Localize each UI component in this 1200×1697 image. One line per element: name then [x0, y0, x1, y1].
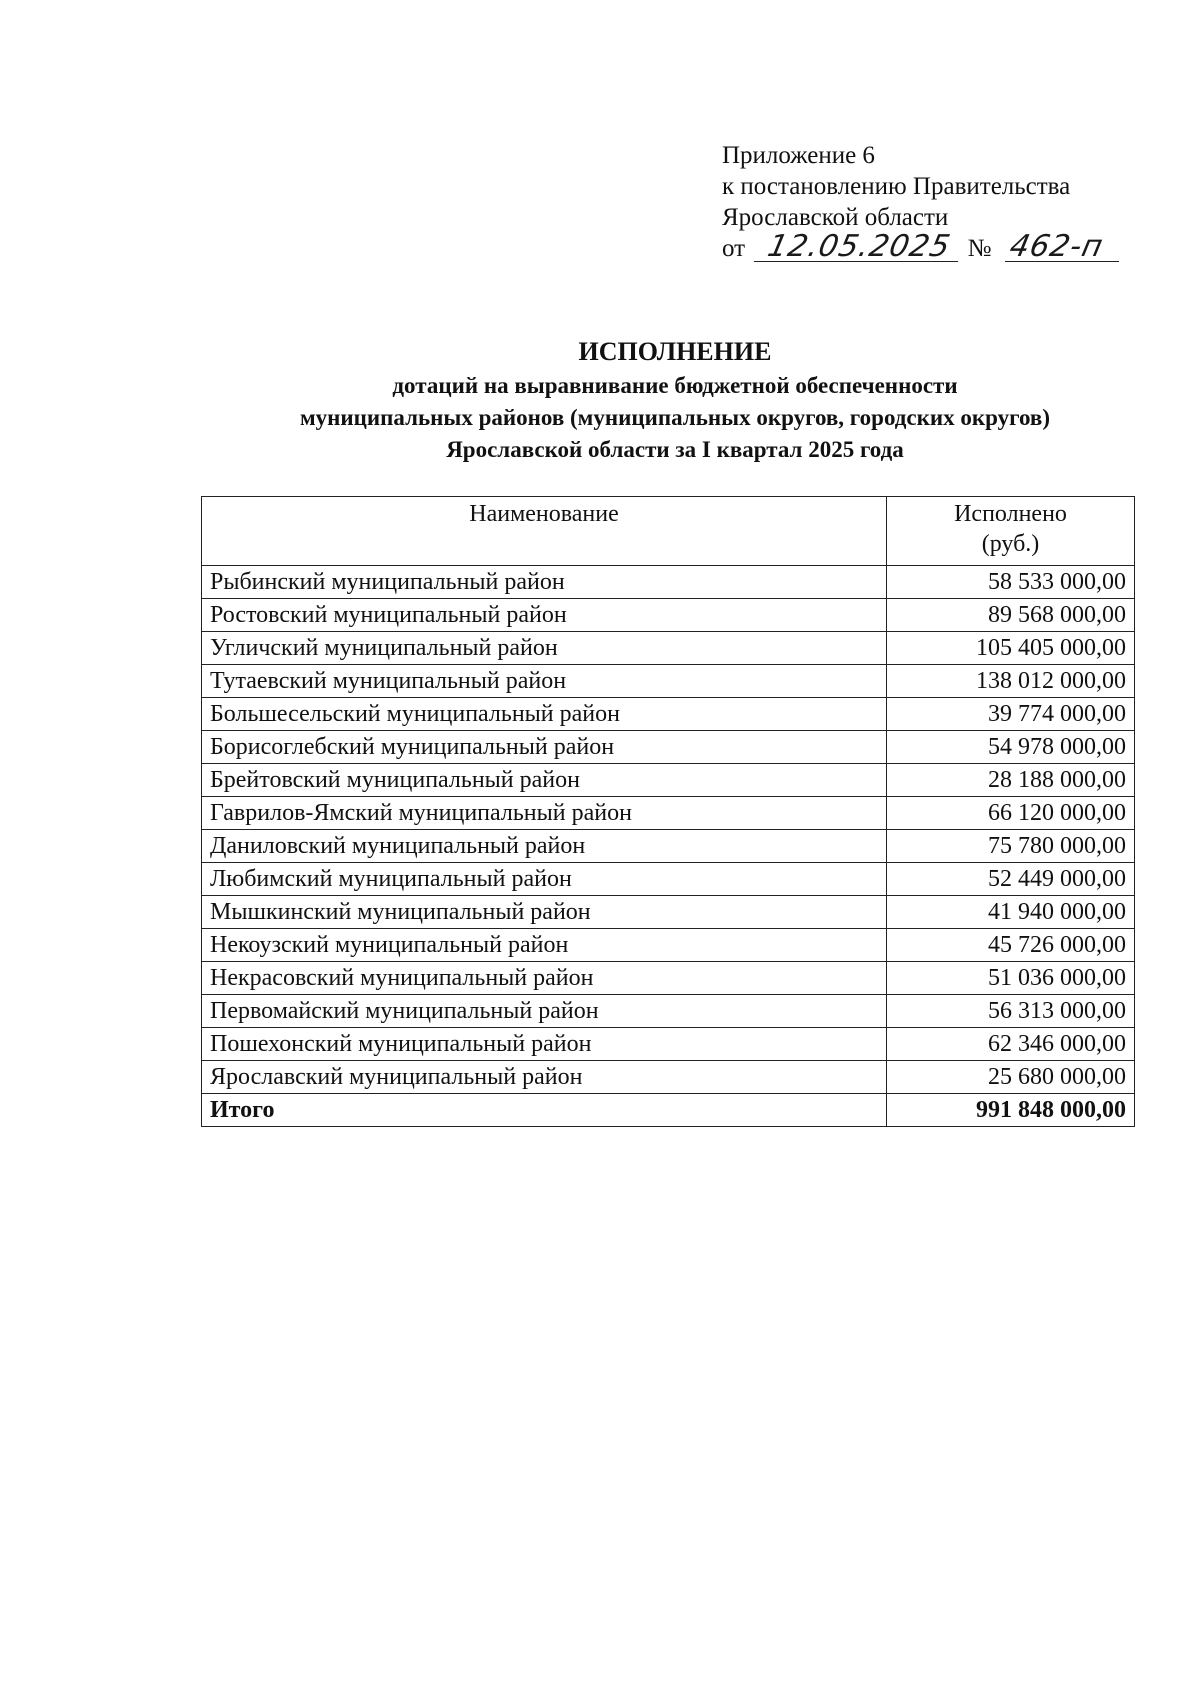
total-label: Итого — [202, 1094, 887, 1127]
district-value: 58 533 000,00 — [887, 566, 1135, 599]
table-row — [202, 665, 1135, 698]
table-row — [202, 1028, 1135, 1061]
table-row — [202, 764, 1135, 797]
district-value: 54 978 000,00 — [887, 731, 1135, 764]
district-value: 62 346 000,00 — [887, 1028, 1135, 1061]
district-name: Некоузский муниципальный район — [202, 929, 887, 962]
district-value: 138 012 000,00 — [887, 665, 1135, 698]
district-name: Ярославский муниципальный район — [202, 1061, 887, 1094]
header-value-line-1: Исполнено — [954, 501, 1067, 527]
table-row — [202, 731, 1135, 764]
document-subtitle-line-1: дотаций на выравнивание бюджетной обеспеченности — [392, 373, 958, 398]
district-name: Рыбинский муниципальный район — [202, 566, 887, 599]
table-row — [202, 698, 1135, 731]
table-row — [202, 632, 1135, 665]
district-name: Большесельский муниципальный район — [202, 698, 887, 731]
district-name: Любимский муниципальный район — [202, 863, 887, 896]
district-value: 45 726 000,00 — [887, 929, 1135, 962]
district-value: 56 313 000,00 — [887, 995, 1135, 1028]
document-subtitle-line-3: Ярославской области за I квартал 2025 года — [446, 437, 904, 462]
district-value: 28 188 000,00 — [887, 764, 1135, 797]
district-value: 75 780 000,00 — [887, 830, 1135, 863]
annex-region: Ярославской области — [722, 204, 949, 231]
handwritten-date: 12.05.2025 — [754, 233, 964, 262]
district-name: Пошехонский муниципальный район — [202, 1028, 887, 1061]
district-value: 39 774 000,00 — [887, 698, 1135, 731]
document-title: ИСПОЛНЕНИЕ — [578, 337, 772, 366]
from-label: от — [722, 235, 746, 262]
table-row — [202, 599, 1135, 632]
table-row — [202, 830, 1135, 863]
header-name: Наименование — [202, 497, 887, 566]
district-name: Первомайский муниципальный район — [202, 995, 887, 1028]
execution-table — [201, 496, 1135, 1127]
district-name: Брейтовский муниципальный район — [202, 764, 887, 797]
district-value: 41 940 000,00 — [887, 896, 1135, 929]
table-row — [202, 863, 1135, 896]
district-value: 89 568 000,00 — [887, 599, 1135, 632]
annex-date-number-line — [722, 229, 1122, 264]
district-value: 52 449 000,00 — [887, 863, 1135, 896]
table-row — [202, 962, 1135, 995]
table-row — [202, 566, 1135, 599]
document-subtitle-line-2: муниципальных районов (муниципальных округов, городских округов) — [299, 405, 1051, 430]
table-row — [202, 995, 1135, 1028]
district-name: Угличский муниципальный район — [202, 632, 887, 665]
district-name: Даниловский муниципальный район — [202, 830, 887, 863]
district-value: 51 036 000,00 — [887, 962, 1135, 995]
table-row — [202, 1061, 1135, 1094]
table-total-row — [202, 1094, 1135, 1127]
annex-reference: к постановлению Правительства — [722, 173, 1071, 200]
annex-number: Приложение 6 — [722, 142, 875, 169]
header-value — [887, 497, 1135, 566]
table-header-row — [202, 497, 1135, 566]
document-heading — [180, 334, 1170, 466]
district-value: 25 680 000,00 — [887, 1061, 1135, 1094]
handwritten-number: 462-п — [1005, 233, 1125, 262]
number-label: № — [967, 235, 992, 262]
district-value: 66 120 000,00 — [887, 797, 1135, 830]
total-value: 991 848 000,00 — [887, 1094, 1135, 1127]
table-body — [202, 566, 1135, 1127]
table-row — [202, 896, 1135, 929]
district-name: Некрасовский муниципальный район — [202, 962, 887, 995]
header-value-line-2: (руб.) — [981, 531, 1040, 557]
district-name: Тутаевский муниципальный район — [202, 665, 887, 698]
district-value: 105 405 000,00 — [887, 632, 1135, 665]
district-name: Ростовский муниципальный район — [202, 599, 887, 632]
district-name: Гаврилов-Ямский муниципальный район — [202, 797, 887, 830]
annex-block — [722, 140, 1122, 264]
table-row — [202, 797, 1135, 830]
table-row — [202, 929, 1135, 962]
district-name: Борисоглебский муниципальный район — [202, 731, 887, 764]
district-name: Мышкинский муниципальный район — [202, 896, 887, 929]
